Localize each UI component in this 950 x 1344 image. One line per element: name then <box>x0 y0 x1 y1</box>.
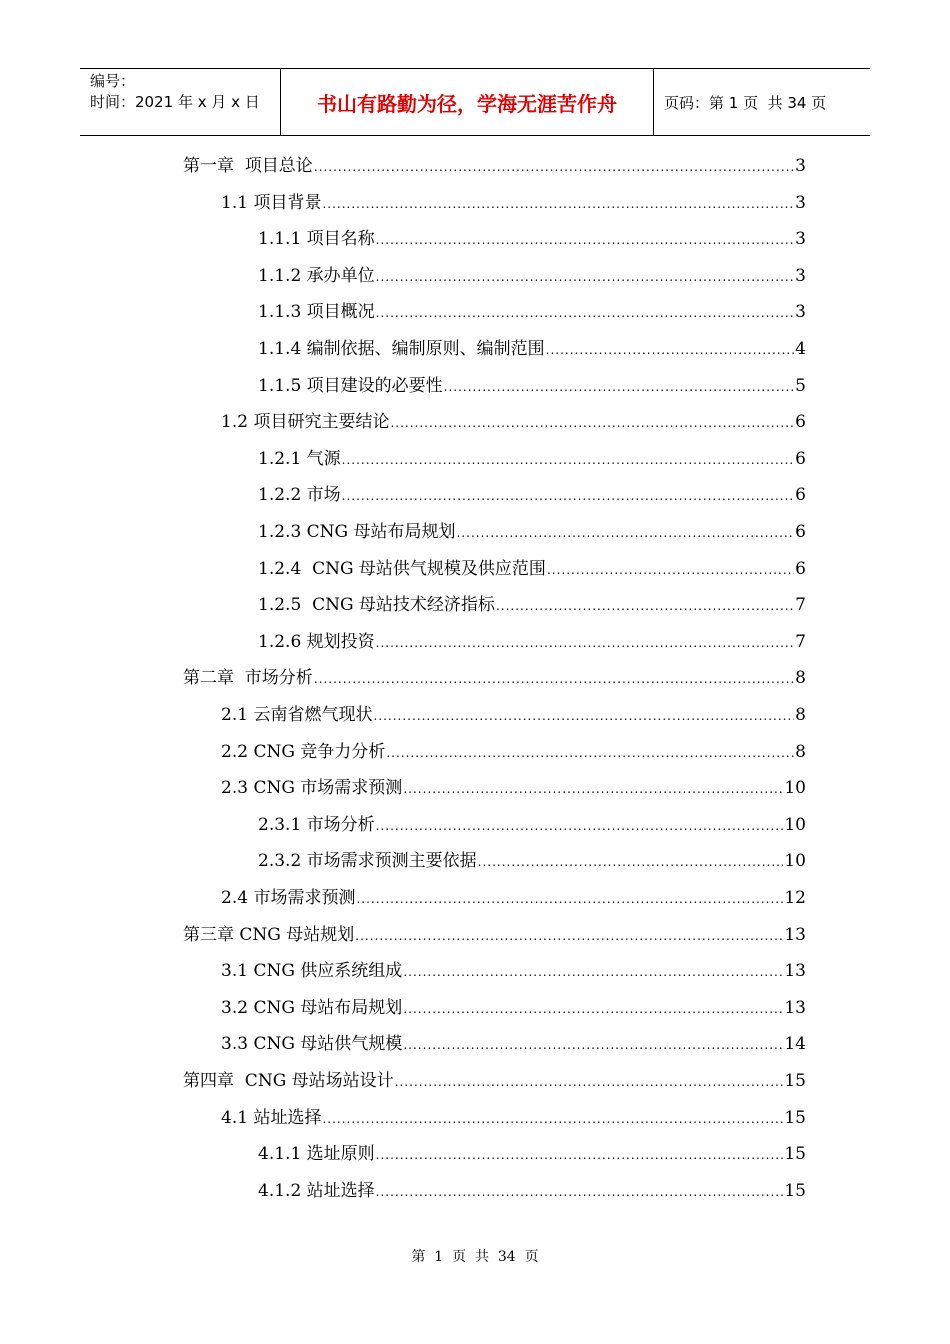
toc-entry-title: 3.2 CNG 母站布局规划 <box>221 997 403 1018</box>
toc-entry[interactable] <box>183 153 806 179</box>
toc-entry[interactable] <box>221 409 806 435</box>
toc-entry[interactable] <box>258 519 806 545</box>
toc-entry-title: 1.1.1 项目名称 <box>258 229 375 250</box>
toc-entry-title: 2.3.1 市场分析 <box>258 814 375 835</box>
toc-entry-page-number: 6 <box>795 412 806 433</box>
toc-dot-leader <box>403 776 783 802</box>
toc-entry-page-number: 3 <box>795 265 806 286</box>
toc-entry-page-number: 5 <box>795 375 806 396</box>
toc-entry-page-number: 3 <box>795 229 806 250</box>
toc-dot-leader <box>376 630 795 656</box>
toc-entry-title: 1.2.2 市场 <box>258 485 341 506</box>
toc-entry-title: 1.2.5 CNG 母站技术经济指标 <box>258 595 495 616</box>
toc-dot-leader <box>322 191 794 217</box>
toc-entry[interactable] <box>258 226 806 252</box>
toc-entry[interactable] <box>221 885 806 911</box>
toc-entry-page-number: 15 <box>784 1180 806 1201</box>
toc-dot-leader <box>376 1179 784 1205</box>
toc-entry-title: 2.1 云南省燃气现状 <box>221 705 373 725</box>
toc-entry[interactable] <box>183 1068 806 1094</box>
toc-entry[interactable] <box>183 665 806 691</box>
toc-entry-title: 1.2.4 CNG 母站供气规模及供应范围 <box>258 558 546 579</box>
toc-dot-leader <box>547 557 794 583</box>
toc-entry[interactable] <box>258 556 806 582</box>
toc-entry-page-number: 7 <box>795 595 806 616</box>
toc-entry-page-number: 8 <box>795 705 806 725</box>
header-page-info-text: 页码：第 1 页 共 34 页 <box>664 93 827 112</box>
toc-entry-page-number: 6 <box>795 522 806 542</box>
toc-entry[interactable] <box>221 775 806 801</box>
toc-entry[interactable] <box>258 373 806 399</box>
toc-entry-title: 1.2.3 CNG 母站布局规划 <box>258 522 456 542</box>
toc-dot-leader <box>373 703 794 729</box>
toc-entry-title: 第一章 项目总论 <box>183 156 313 176</box>
toc-entry[interactable] <box>258 629 806 655</box>
toc-entry-page-number: 12 <box>784 888 806 908</box>
toc-entry-page-number: 15 <box>784 1107 806 1128</box>
toc-entry-page-number: 13 <box>784 924 806 945</box>
toc-entry[interactable] <box>258 812 806 838</box>
toc-dot-leader <box>376 264 795 290</box>
toc-entry-title: 第三章 CNG 母站规划 <box>183 924 355 945</box>
toc-dot-leader <box>376 1142 784 1168</box>
toc-entry[interactable] <box>258 482 806 508</box>
toc-entry[interactable] <box>221 995 806 1021</box>
toc-dot-leader <box>403 996 783 1022</box>
toc-entry[interactable] <box>258 1141 806 1167</box>
toc-dot-leader <box>390 410 794 436</box>
toc-entry-title: 4.1.2 站址选择 <box>258 1180 375 1201</box>
toc-dot-leader <box>403 1032 783 1058</box>
toc-entry-title: 1.1 项目背景 <box>221 192 322 213</box>
toc-entry-title: 3.1 CNG 供应系统组成 <box>221 961 403 982</box>
toc-entry-title: 2.3.2 市场需求预测主要依据 <box>258 851 477 872</box>
toc-entry-title: 4.1 站址选择 <box>221 1107 322 1128</box>
toc-dot-leader <box>342 483 795 509</box>
toc-entry-title: 3.3 CNG 母站供气规模 <box>221 1034 403 1055</box>
toc-entry[interactable] <box>258 263 806 289</box>
toc-dot-leader <box>403 959 783 985</box>
toc-entry-page-number: 4 <box>795 339 806 359</box>
toc-dot-leader <box>376 813 784 839</box>
toc-entry-page-number: 7 <box>795 631 806 652</box>
toc-entry-page-number: 13 <box>784 961 806 982</box>
toc-entry[interactable] <box>183 922 806 948</box>
toc-entry[interactable] <box>221 1105 806 1131</box>
toc-entry[interactable] <box>221 958 806 984</box>
toc-entry-page-number: 10 <box>784 851 806 872</box>
header-motto: 书山有路勤为径，学海无涯苦作舟 <box>281 69 654 135</box>
toc-entry-page-number: 3 <box>795 156 806 176</box>
toc-entry[interactable] <box>221 702 806 728</box>
toc-entry-title: 2.3 CNG 市场需求预测 <box>221 778 403 799</box>
toc-entry-page-number: 10 <box>784 814 806 835</box>
toc-entry[interactable] <box>258 592 806 618</box>
toc-dot-leader <box>342 447 795 473</box>
toc-entry-title: 2.2 CNG 竞争力分析 <box>221 741 386 762</box>
header-meta <box>80 69 281 135</box>
toc-entry-page-number: 3 <box>795 302 806 323</box>
toc-dot-leader <box>386 740 794 766</box>
date-label: 时间：2021 年 x 月 x 日 <box>90 93 260 111</box>
toc-entry[interactable] <box>258 336 806 362</box>
toc-entry[interactable] <box>258 299 806 325</box>
toc-entry-title: 第二章 市场分析 <box>183 668 313 689</box>
toc-entry-title: 1.1.2 承办单位 <box>258 265 375 286</box>
toc-entry-page-number: 6 <box>795 485 806 506</box>
header-page-info <box>654 69 870 135</box>
toc-entry-title: 2.4 市场需求预测 <box>221 888 356 908</box>
toc-entry[interactable] <box>258 446 806 472</box>
toc-entry-title: 1.2 项目研究主要结论 <box>221 412 390 433</box>
toc-dot-leader <box>496 593 794 619</box>
toc-entry-page-number: 14 <box>784 1034 806 1055</box>
toc-entry-title: 1.1.3 项目概况 <box>258 302 375 323</box>
serial-number-label: 编号： <box>90 72 136 90</box>
toc-entry-page-number: 10 <box>784 778 806 799</box>
toc-dot-leader <box>356 886 783 912</box>
toc-entry-title: 1.2.6 规划投资 <box>258 631 375 652</box>
toc-entry-page-number: 6 <box>795 558 806 579</box>
toc-dot-leader <box>376 300 795 326</box>
toc-entry-page-number: 6 <box>795 448 806 469</box>
toc-entry[interactable] <box>221 739 806 765</box>
toc-dot-leader <box>314 154 794 180</box>
toc-entry-page-number: 3 <box>795 192 806 213</box>
toc-entry[interactable] <box>258 1178 806 1204</box>
toc-entry[interactable] <box>221 1031 806 1057</box>
toc-dot-leader <box>322 1106 783 1132</box>
toc-entry-page-number: 15 <box>784 1144 806 1165</box>
toc-entry-page-number: 8 <box>795 668 806 689</box>
toc-dot-leader <box>355 923 783 949</box>
toc-entry-title: 1.2.1 气源 <box>258 448 341 469</box>
toc-entry-page-number: 8 <box>795 741 806 762</box>
toc-entry-title: 1.1.5 项目建设的必要性 <box>258 375 443 396</box>
toc-entry[interactable] <box>258 848 806 874</box>
toc-dot-leader <box>376 227 795 253</box>
toc-entry-title: 1.1.4 编制依据、编制原则、编制范围 <box>258 339 545 359</box>
toc-dot-leader <box>457 520 795 546</box>
toc-dot-leader <box>314 666 794 692</box>
toc-entry-page-number: 13 <box>784 997 806 1018</box>
toc-dot-leader <box>546 337 795 363</box>
toc-entry-title: 4.1.1 选址原则 <box>258 1144 375 1165</box>
toc-dot-leader <box>478 849 784 875</box>
toc-entry-page-number: 15 <box>784 1071 806 1091</box>
toc-dot-leader <box>395 1069 784 1095</box>
page-footer: 第 1 页 共 34 页 <box>411 1249 539 1265</box>
toc-entry-title: 第四章 CNG 母站场站设计 <box>183 1071 394 1091</box>
toc-entry[interactable] <box>221 190 806 216</box>
page-header <box>80 68 870 136</box>
toc-dot-leader <box>444 374 795 400</box>
